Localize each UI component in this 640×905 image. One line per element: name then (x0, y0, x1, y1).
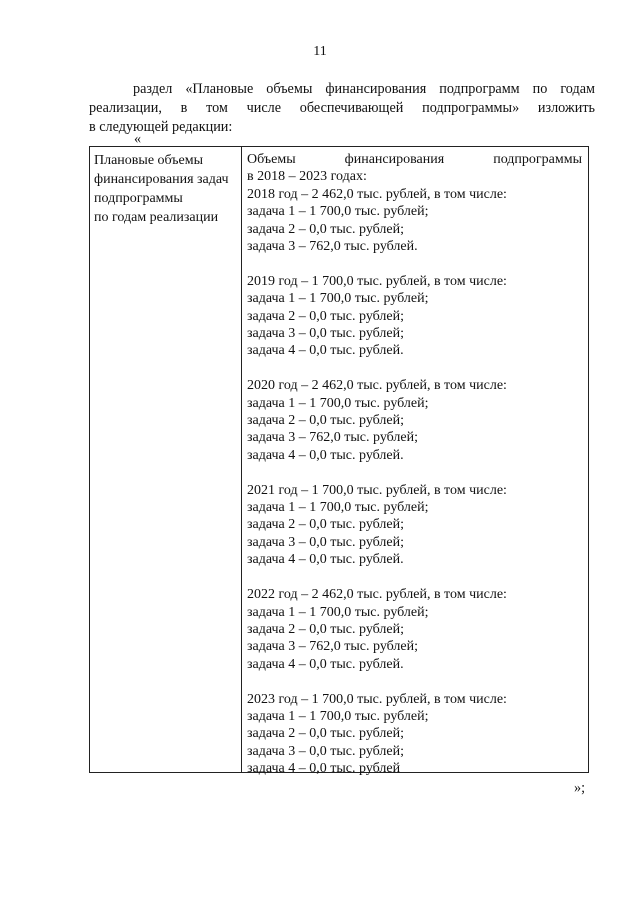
year-block (247, 186, 582, 256)
label-line: по годам реализации (94, 210, 219, 225)
label-line: подпрограммы (94, 191, 183, 206)
task-amount-line: задача 3 – 0,0 тыс. рублей; (247, 534, 405, 550)
intro-paragraph (89, 80, 595, 137)
task-amount-line: задача 3 – 762,0 тыс. рублей; (247, 639, 419, 655)
task-amount-line: задача 4 – 0,0 тыс. рублей. (247, 447, 404, 463)
task-amount-line: задача 2 – 0,0 тыс. рублей; (247, 413, 405, 429)
task-amount-line: задача 1 – 1 700,0 тыс. рублей; (247, 395, 429, 411)
closing-quote-mark: »; (574, 780, 586, 796)
year-total-line: 2018 год – 2 462,0 тыс. рублей, в том числе: (247, 186, 507, 202)
task-amount-line: задача 1 – 1 700,0 тыс. рублей; (247, 204, 429, 220)
year-total-line: 2021 год – 1 700,0 тыс. рублей, в том числе: (247, 482, 507, 498)
label-line: финансирования задач (94, 172, 229, 187)
year-total-line: 2022 год – 2 462,0 тыс. рублей, в том числе: (247, 587, 507, 603)
years-list (247, 186, 582, 778)
intro-line-3: в следующей редакции: (89, 119, 233, 135)
task-amount-line: задача 4 – 0,0 тыс. рублей (247, 761, 401, 777)
task-amount-line: задача 3 – 762,0 тыс. рублей. (247, 239, 418, 255)
task-amount-line: задача 2 – 0,0 тыс. рублей; (247, 221, 405, 237)
task-amount-line: задача 3 – 0,0 тыс. рублей; (247, 743, 405, 759)
task-amount-line: задача 4 – 0,0 тыс. рублей. (247, 552, 404, 568)
task-amount-line: задача 2 – 0,0 тыс. рублей; (247, 308, 405, 324)
year-block (247, 273, 582, 360)
year-total-line: 2023 год – 1 700,0 тыс. рублей, в том числе: (247, 691, 507, 707)
financing-table (89, 146, 589, 777)
table-value-cell (242, 147, 588, 777)
task-amount-line: задача 4 – 0,0 тыс. рублей. (247, 343, 404, 359)
intro-line-1: раздел «Плановые объемы финансирования подпрограмм по годам (133, 81, 595, 97)
page-number: 11 (313, 44, 327, 59)
task-amount-line: задача 2 – 0,0 тыс. рублей; (247, 621, 405, 637)
task-amount-line: задача 4 – 0,0 тыс. рублей. (247, 656, 404, 672)
task-amount-line: задача 2 – 0,0 тыс. рублей; (247, 517, 405, 533)
year-block (247, 586, 582, 673)
task-amount-line: задача 3 – 762,0 тыс. рублей; (247, 430, 419, 446)
year-total-line: 2020 год – 2 462,0 тыс. рублей, в том числе: (247, 378, 507, 394)
task-amount-line: задача 3 – 0,0 тыс. рублей; (247, 326, 405, 342)
value-header-line-1: Объемы финансирования подпрограммы (247, 152, 582, 167)
value-header-line-2: в 2018 – 2023 годах: (247, 169, 367, 185)
label-line: Плановые объемы (94, 153, 204, 168)
opening-quote-mark: « (134, 131, 142, 147)
task-amount-line: задача 2 – 0,0 тыс. рублей; (247, 726, 405, 742)
task-amount-line: задача 1 – 1 700,0 тыс. рублей; (247, 708, 429, 724)
task-amount-line: задача 1 – 1 700,0 тыс. рублей; (247, 604, 429, 620)
year-block (247, 691, 582, 778)
year-block (247, 482, 582, 569)
task-amount-line: задача 1 – 1 700,0 тыс. рублей; (247, 500, 429, 516)
intro-line-2: реализации, в том числе обеспечивающей подпрограммы» изложить (89, 100, 595, 116)
table-label-cell (90, 147, 242, 772)
task-amount-line: задача 1 – 1 700,0 тыс. рублей; (247, 291, 429, 307)
year-total-line: 2019 год – 1 700,0 тыс. рублей, в том числе: (247, 273, 507, 289)
year-block (247, 377, 582, 464)
